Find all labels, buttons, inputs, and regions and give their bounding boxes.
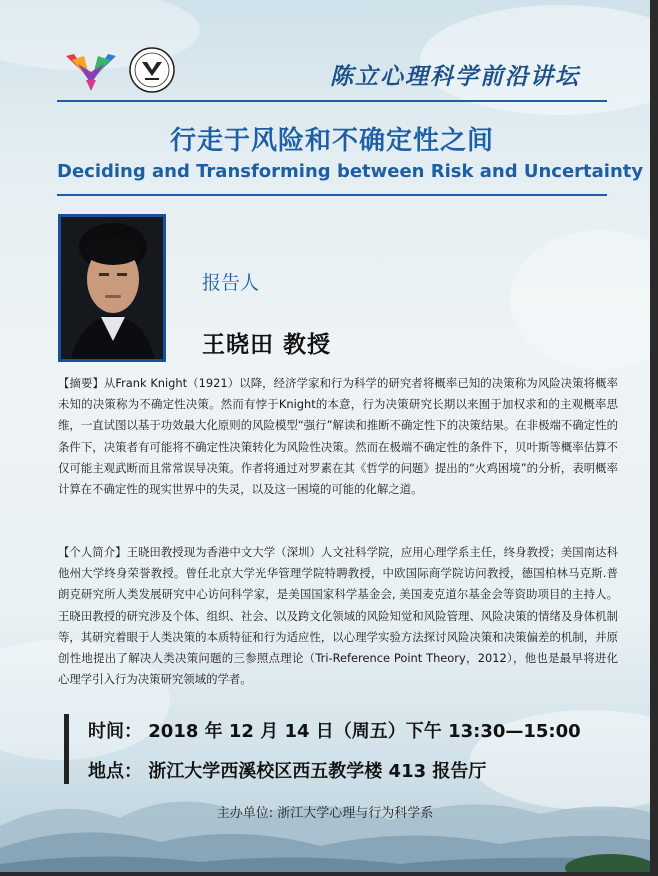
right-frame-edge — [650, 0, 658, 876]
header-divider — [57, 100, 607, 102]
bio-paragraph: 【个人简介】王晓田教授现为香港中文大学（深圳）人文社科学院，应用心理学系主任，终身教授；美国南达科他州大学终身荣誉教授。曾任北京大学光华管理学院特聘教授，中欧国际商学院访问教授，德国柏林马克斯.普朗克研究所人类发展研究中心访问科学家，是美国国家科学基金会, 美国麦克道尔基金会等资助项目的主持人。王晓田教授的研究涉及个体、组织、社会、以及跨文化领域的风险知觉和风险管理、风险决策的情绪及身体机制等，其研究着眼于人类决策的本质特征和行为适应性，以心理学实验方法探讨风险决策和决策偏差的机制，并原创性地提出了解决人类决策问题的三参照点理论（Tri-Reference Point Theory，2012），他也是最早将进化心理学引入行为决策研究领域的学者。 — [58, 545, 618, 687]
talk-title-english: Deciding and Transforming between Risk and Uncertainty — [57, 161, 644, 182]
speaker-name: 王晓田 教授 — [202, 332, 332, 358]
time-label: 时间： — [88, 721, 142, 742]
phoenix-logo-icon — [64, 50, 118, 92]
lecture-series-title: 陈立心理科学前沿讲坛 — [330, 63, 580, 90]
bottom-frame-edge — [0, 872, 658, 876]
place-value: 浙江大学西溪校区西五教学楼 413 报告厅 — [148, 761, 487, 782]
time-value: 2018 年 12 月 14 日（周五）下午 13:30—15:00 — [148, 721, 581, 742]
talk-title-chinese: 行走于风险和不确定性之间 — [169, 126, 494, 156]
title-divider — [57, 194, 607, 196]
place-label: 地点： — [88, 761, 142, 782]
event-time — [88, 717, 581, 743]
zhejiang-university-seal-icon — [128, 46, 176, 94]
host-organization: 主办单位: 浙江大学心理与行为科学系 — [216, 806, 434, 821]
speaker-photo — [58, 214, 166, 362]
abstract-paragraph: 【摘要】从Frank Knight（1921）以降，经济学家和行为科学的研究者将概率已知的决策称为风险决策将概率未知的决策称为不确定性决策。然而有悖于Knight的本意，行为决策研究长期以来囿于加权求和的主观概率思维，一直试图以基于功效最大化原则的风险模型“强行”解读和推断不确定性下的决策结果。在非极端不确定性的条件下，决策者有可能将不确定性决策转化为风险性决策。然而在极端不确定性的条件下，贝叶斯等概率估算不仅可能主观武断而且常常误导决策。作者将通过对罗素在其《哲学的问题》提出的“火鸡困境”的分析，表明概率计算在不确定性的现实世界中的失灵，以及这一困境的可能的化解之道。 — [58, 376, 618, 497]
speaker-label: 报告人 — [202, 272, 260, 294]
